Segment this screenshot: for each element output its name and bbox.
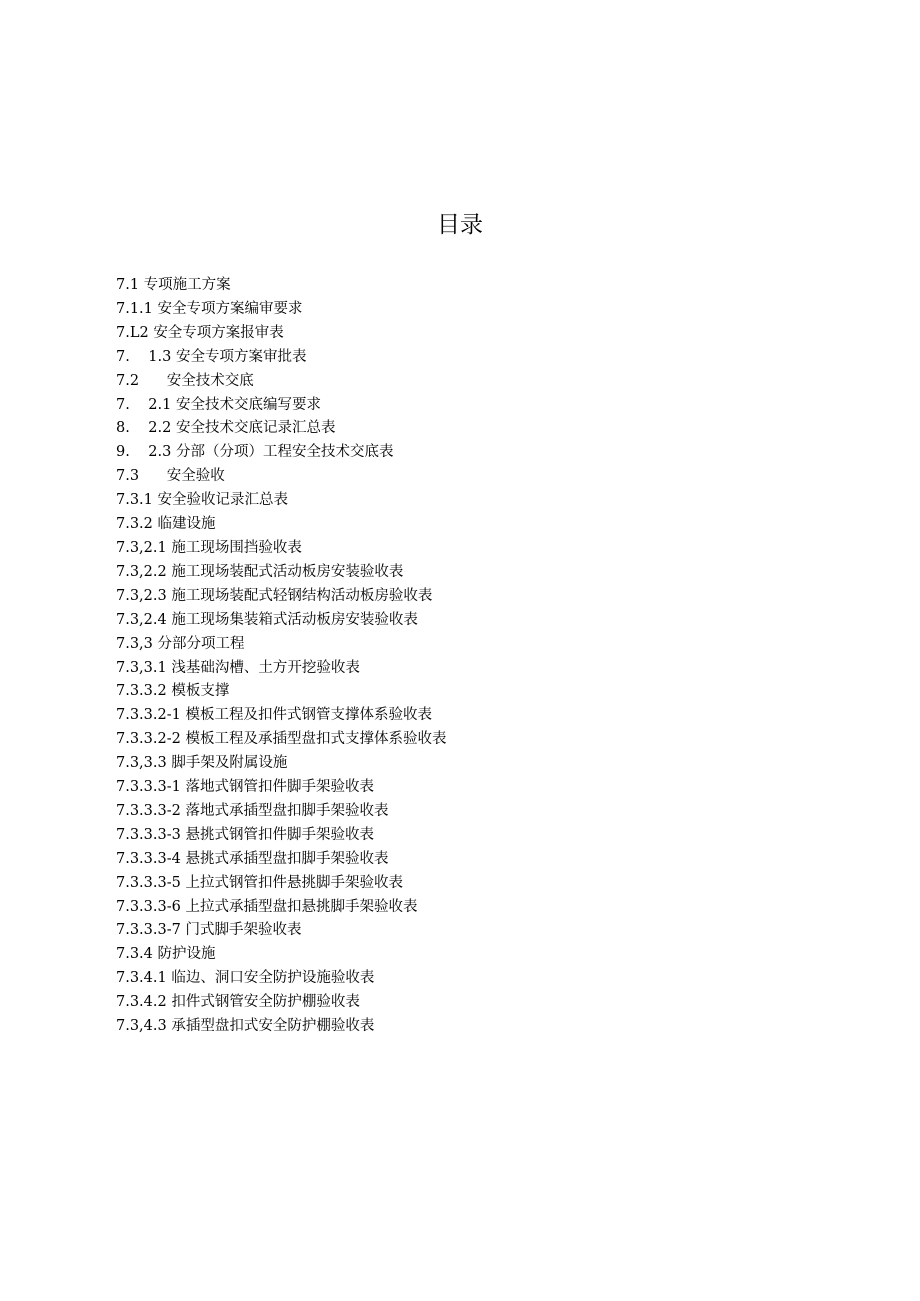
toc-entry-number: 7. 2.1 <box>116 396 176 413</box>
toc-entry-title: 上拉式钢管扣件悬挑脚手架验收表 <box>185 874 403 891</box>
toc-entry-title: 安全专项方案审批表 <box>175 348 307 365</box>
toc-entry-title: 落地式钢管扣件脚手架验收表 <box>185 779 374 796</box>
toc-entry-title: 专项施工方案 <box>143 277 231 293</box>
toc-entry-number: 7.1.1 <box>116 300 158 317</box>
toc-entry-number: 9. 2.3 <box>116 444 176 461</box>
toc-entry[interactable] <box>116 609 816 633</box>
toc-entry[interactable] <box>116 943 816 967</box>
toc-entry-number: 7.3.3.2 <box>116 683 172 700</box>
toc-entry[interactable] <box>116 728 816 752</box>
toc-entry-title: 安全专项方案编审要求 <box>157 300 303 317</box>
toc-entry-title: 落地式承插型盘扣脚手架验收表 <box>185 802 389 819</box>
toc-entry-title: 门式脚手架验收表 <box>185 922 302 939</box>
toc-entry-title: 模板工程及承插型盘扣式支撑体系验收表 <box>185 731 447 748</box>
toc-entry-title: 扣件式钢管安全防护棚验收表 <box>171 994 360 1011</box>
toc-entry-number: 7.3.3.2-1 <box>116 707 186 724</box>
toc-entry-title: 临边、洞口安全防护设施验收表 <box>171 970 375 987</box>
toc-entry-title: 施工现场装配式活动板房安装验收表 <box>171 563 404 580</box>
toc-entry-title: 承插型盘扣式安全防护棚验收表 <box>171 1018 375 1035</box>
toc-entry[interactable] <box>116 394 816 418</box>
toc-entry-number: 7.3.3.3-1 <box>116 779 186 796</box>
toc-entry-title: 临建设施 <box>157 516 216 533</box>
toc-entry-title: 安全技术交底 <box>166 372 254 389</box>
toc-entry-title: 安全专项方案报审表 <box>153 324 284 341</box>
toc-entry[interactable] <box>116 896 816 920</box>
toc-entry-number: 7.1 <box>116 277 144 293</box>
toc-entry[interactable] <box>116 298 816 322</box>
toc-entry-number: 7.3,4.3 <box>116 1018 172 1035</box>
toc-entry[interactable] <box>116 704 816 728</box>
toc-entry-number: 7.2 <box>116 372 167 389</box>
toc-entry-number: 7.3.3.2-2 <box>116 731 186 748</box>
toc-entry-number: 7.3.4 <box>116 946 158 963</box>
toc-entry[interactable] <box>116 537 816 561</box>
toc-entry[interactable] <box>116 967 816 991</box>
toc-entry-number: 7.3.3.3-2 <box>116 802 186 819</box>
toc-entry-number: 7.3.3.3-6 <box>116 898 186 915</box>
toc-entry-title: 安全技术交底记录汇总表 <box>175 420 336 437</box>
toc-entry[interactable] <box>116 489 816 513</box>
toc-entry-number: 7.3,3.1 <box>116 659 172 676</box>
toc-entry-number: 7.3.3.3-7 <box>116 922 186 939</box>
toc-entry[interactable] <box>116 1015 816 1039</box>
toc-entry[interactable] <box>116 991 816 1015</box>
toc-entry-title: 悬挑式承插型盘扣脚手架验收表 <box>185 850 389 867</box>
toc-entry-title: 安全验收 <box>166 468 225 485</box>
toc-entry-number: 7.3,2.4 <box>116 611 172 628</box>
toc-entry[interactable] <box>116 776 816 800</box>
toc-entry-number: 7.3,3.3 <box>116 755 172 772</box>
toc-entry-number: 7.3.3.3-4 <box>116 850 186 867</box>
toc-entry[interactable] <box>116 585 816 609</box>
toc-entry-title: 悬挑式钢管扣件脚手架验收表 <box>185 826 374 843</box>
toc-entry[interactable] <box>116 346 816 370</box>
toc-entry-title: 上拉式承插型盘扣悬挑脚手架验收表 <box>185 898 418 915</box>
toc-entry-number: 7.3,2.1 <box>116 539 172 556</box>
toc-entry-title: 浅基础沟槽、土方开挖验收表 <box>171 659 360 676</box>
toc-entry-number: 7.3.4.1 <box>116 970 172 987</box>
toc-entry[interactable] <box>116 800 816 824</box>
toc-entry-title: 施工现场集装箱式活动板房安装验收表 <box>171 611 418 628</box>
toc-entry-number: 7.3.3.3-3 <box>116 826 186 843</box>
toc-entry-title: 脚手架及附属设施 <box>171 755 288 772</box>
toc-entry-title: 施工现场围挡验收表 <box>171 539 302 556</box>
toc-entry[interactable] <box>116 370 816 394</box>
toc-entry[interactable] <box>116 417 816 441</box>
toc-entry[interactable] <box>116 680 816 704</box>
toc-entry[interactable] <box>116 274 816 298</box>
page-title: 目录 <box>437 212 483 238</box>
toc-entry-number: 7.3,2.3 <box>116 587 172 604</box>
toc-entry-number: 7.3,2.2 <box>116 563 172 580</box>
toc-entry[interactable] <box>116 657 816 681</box>
toc-entry-number: 7.L2 <box>116 324 154 341</box>
toc-entry-number: 7.3 <box>116 468 167 485</box>
toc-entry-number: 8. 2.2 <box>116 420 176 437</box>
toc-entry[interactable] <box>116 824 816 848</box>
toc-entry[interactable] <box>116 633 816 657</box>
toc-entry[interactable] <box>116 872 816 896</box>
toc-entry-title: 分部（分项）工程安全技术交底表 <box>175 444 394 461</box>
toc-entry[interactable] <box>116 322 816 346</box>
toc-entry-number: 7.3,3 <box>116 635 158 652</box>
toc-entry[interactable] <box>116 752 816 776</box>
toc-entry[interactable] <box>116 561 816 585</box>
toc-entry-number: 7.3.1 <box>116 492 158 509</box>
toc-entry[interactable] <box>116 465 816 489</box>
toc-entry[interactable] <box>116 441 816 465</box>
toc-entry[interactable] <box>116 513 816 537</box>
toc-entry-title: 安全技术交底编写要求 <box>175 396 321 413</box>
toc-entry-title: 模板工程及扣件式钢管支撑体系验收表 <box>185 707 432 724</box>
toc-entry-number: 7.3.2 <box>116 516 158 533</box>
toc-entry-number: 7.3.3.3-5 <box>116 874 186 891</box>
toc-entry-title: 防护设施 <box>157 946 216 963</box>
toc-entry-title: 分部分项工程 <box>157 635 245 652</box>
toc-entry-title: 模板支撑 <box>171 683 230 700</box>
toc-entry[interactable] <box>116 919 816 943</box>
toc-entry[interactable] <box>116 848 816 872</box>
toc-entry-title: 安全验收记录汇总表 <box>157 492 289 509</box>
toc-entry-title: 施工现场装配式轻钢结构活动板房验收表 <box>171 587 433 604</box>
toc-entry-number: 7.3.4.2 <box>116 994 172 1011</box>
toc-entry-number: 7. 1.3 <box>116 348 176 365</box>
table-of-contents <box>116 274 816 1039</box>
